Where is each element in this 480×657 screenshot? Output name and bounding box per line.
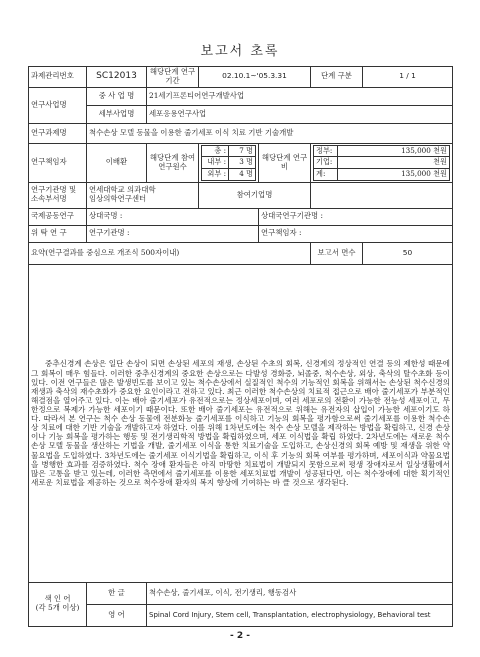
period-value: 02.10.1~'05.3.31: [199, 67, 311, 88]
org-value: [87, 182, 199, 208]
total-value: 7 명: [229, 145, 256, 157]
program-row-sub: [29, 105, 453, 123]
corp-value: 천원: [338, 157, 450, 169]
cost-label: 해당단계 연구비: [259, 143, 311, 182]
keyword-label: [29, 582, 87, 626]
stage-label: 단계 구분: [311, 67, 363, 88]
staff-label: 해당단계 참여연구원수: [147, 143, 199, 182]
report-title: 보고서 초록: [200, 44, 280, 59]
total-label: 총 :: [202, 145, 229, 157]
pi-name: 이배환: [87, 143, 147, 182]
partner-country-label: 상대국명 :: [87, 208, 259, 225]
summary-body-row: [29, 264, 453, 582]
org-value-line-1: 연세대학교 의과대학: [89, 185, 156, 195]
summary-text: [29, 264, 453, 582]
summary-header-row: [29, 242, 453, 264]
keyword-kr-label: 한 글: [87, 582, 147, 604]
commission-pi-label: 연구책임자 :: [259, 225, 453, 242]
project-info-row: [29, 67, 453, 88]
summary-paragraph: 중추신경계 손상은 일단 손상이 되면 손상된 세포의 재생, 손상된 수초의 회복, 신경계의 정상적인 연결 등의 제한성 때문에 그 회복이 매우 힘들다. 이러한 중추신경계의 중요한 손상으로는 다발성 경화증, 뇌졸중, 척수손상, 외상, 축삭의 탈수초화 등이 있다. 이전 연구들은 많은 발생빈도를 보이고 있는 척수손상에서 실질적인 척수의 기능적인 회복을 위해서는 손상된 척수신경의 재생과 축삭의 재수초화가 중요한 요인이라고 전하고 있다. 최근 이러한 척수손상의 치료적 접근으로 배아 줄기세포가 부분적인 해결점을 열어주고 있다. 이는 배아 줄기세포가 유전적으로는 정상세포이며, 여러 세포로의 전환이 가능한 전능성 세포이고, 무한정으로 복제가 가능한 세포이기 때문이다. 또한 배아 줄기세포는 유전적으로 위해는 유전자의 삽입이 가능한 세포이기도 하다. 따라서 본 연구는 척수 손상 동물에 전분화능 줄기세포를 이식하고 기능의 회복을 평가함으로써 줄기세포를 이용한 척수손상 치료에 대한 기반 기술을 개발하고자 하였다. 이를 위해 1차년도에는 척수 손상 모델을 제작하는 방법을 확립하고, 신경 손상이나 기능 회복을 평가하는 행동 및 전기생리학적 방법을 확립하였으며, 세포 이식법을 확립 하였다. 2차년도에는 새로운 척수손상 모델 동물을 생산하는 기법을 개발, 줄기세포 이식을 통한 치료기술을 도입하고, 손상신경의 회복 예방 및 재생을 위한 약물요법을 도입하였다. 3차년도에는 줄기세포 이식기법을 확립하고, 이식 후 기능의 회복 여부를 평가하며, 세포이식과 약물요법을 병행한 효과를 검증하였다. 척수 장애 환자들은 아직 마땅한 치료법이 개발되지 못함으로써 평생 장애자로서 일상생활에서 많은 고통을 받고 있는데, 이러한 측면에서 줄기세포를 이용한 세포치료법 개발이 성공된다면, 이는 척수장애에 대한 획기적인 새로운 치료법을 제공하는 것으로 척수장애 환자의 복지 향상에 기여하는 바 클 것으로 생각된다.: [31, 359, 450, 487]
org-row: [29, 182, 453, 208]
pages-label: 보고서 면수: [311, 242, 363, 264]
topic-row: [29, 123, 453, 143]
pi-row: [29, 143, 453, 182]
project-no-label: 과제관리번호: [29, 67, 87, 88]
keyword-row-en: [29, 604, 453, 626]
abstract-form: [28, 66, 453, 627]
cost-values: [311, 143, 453, 182]
stage-value: 1 / 1: [363, 67, 453, 88]
main-program-label: 중 사 업 명: [87, 87, 147, 105]
gov-value: 135,000 천원: [338, 145, 450, 157]
program-label: 연구사업명: [29, 87, 87, 123]
external-label: 외부 :: [202, 169, 229, 181]
keyword-kr-value: 척수손상, 줄기세포, 이식, 전기생리, 행동검사: [147, 582, 453, 604]
main-program-value: 21세기프론티어연구개발사업: [147, 87, 453, 105]
topic-label: 연구과제명: [29, 123, 87, 143]
org-value-line-2: 임상의학연구센터: [89, 194, 147, 204]
pages-value: 50: [363, 242, 453, 264]
internal-value: 3 명: [229, 157, 256, 169]
keyword-label-line-2: (각 5개 이상): [35, 603, 80, 613]
keyword-label-line-1: 색 인 어: [44, 594, 71, 604]
partner-value: [311, 182, 453, 208]
sum-label: 계:: [314, 169, 338, 181]
keyword-en-value: Spinal Cord Injury, Stem cell, Transplantation, electrophysiology, Behavioral test: [147, 604, 453, 626]
partner-label: 참여기업명: [199, 182, 311, 208]
summary-label: 요약(연구결과를 중심으로 개조식 500자이내): [29, 242, 311, 264]
keyword-row-kr: [29, 582, 453, 604]
partner-inst-label: 상대국연구기관명 :: [259, 208, 453, 225]
pi-label: 연구책임자: [29, 143, 87, 182]
topic-value: 척수손상 모델 동물을 이용한 줄기세포 이식 치료 기반 기술개발: [87, 123, 453, 143]
intl-row: [29, 208, 453, 225]
commission-inst-label: 연구기관명 :: [87, 225, 259, 242]
commission-row: [29, 225, 453, 242]
sub-program-value: 세포응용연구사업: [147, 105, 453, 123]
org-label: 연구기관명 및 소속부서명: [29, 182, 87, 208]
period-label: 해당단계 연구기간: [147, 67, 199, 88]
intl-label: 국제공동연구: [29, 208, 87, 225]
corp-label: 기업:: [314, 157, 338, 169]
sum-value: 135,000 천원: [338, 169, 450, 181]
keyword-en-label: 영 어: [87, 604, 147, 626]
sub-program-label: 세부사업명: [87, 105, 147, 123]
staff-counts: [199, 143, 259, 182]
commission-label: 위 탁 연 구: [29, 225, 87, 242]
project-no: SC12013: [87, 67, 147, 88]
internal-label: 내부 :: [202, 157, 229, 169]
program-row-main: [29, 87, 453, 105]
gov-label: 정부:: [314, 145, 338, 157]
external-value: 4 명: [229, 169, 256, 181]
page-number: - 2 -: [230, 631, 250, 641]
